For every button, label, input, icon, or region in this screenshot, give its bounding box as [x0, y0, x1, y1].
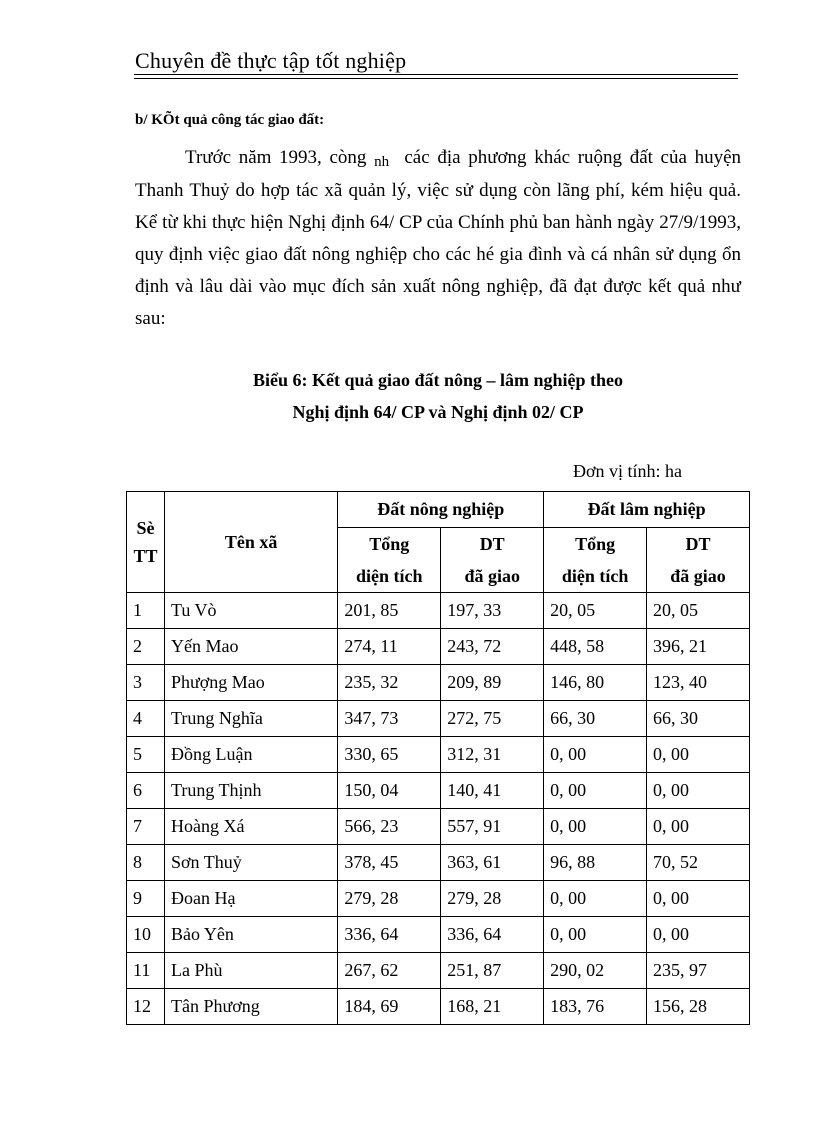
land-allocation-table: [126, 491, 750, 1025]
row-agri-allocated: 272, 75: [441, 701, 544, 737]
row-forest-total: 96, 88: [544, 845, 647, 881]
row-forest-allocated: 70, 52: [647, 845, 750, 881]
row-commune: La Phù: [165, 953, 338, 989]
row-commune: Hoàng Xá: [165, 809, 338, 845]
table-row: [127, 593, 750, 629]
table-row: [127, 665, 750, 701]
table-row: [127, 809, 750, 845]
row-agri-total: 235, 32: [338, 665, 441, 701]
sub-header-total-forest: Tổng: [544, 528, 647, 561]
row-agri-allocated: 312, 31: [441, 737, 544, 773]
row-commune: Trung Nghĩa: [165, 701, 338, 737]
sub-header-allocated-agri: đã giao: [441, 560, 544, 593]
section-heading: b/ KÕt quả công tác giao đất:: [135, 112, 325, 128]
sub-header-area-forest: diện tích: [544, 560, 647, 593]
row-agri-total: 184, 69: [338, 989, 441, 1025]
row-stt: 9: [127, 881, 165, 917]
row-stt: 11: [127, 953, 165, 989]
unit-label: Đơn vị tính: ha: [573, 461, 683, 481]
row-forest-total: 0, 00: [544, 773, 647, 809]
table-row: [127, 917, 750, 953]
row-stt: 6: [127, 773, 165, 809]
row-agri-allocated: 140, 41: [441, 773, 544, 809]
header-rule: [134, 74, 738, 75]
row-stt: 2: [127, 629, 165, 665]
row-agri-allocated: 251, 87: [441, 953, 544, 989]
row-commune: Đoan Hạ: [165, 881, 338, 917]
row-agri-total: 347, 73: [338, 701, 441, 737]
row-agri-total: 378, 45: [338, 845, 441, 881]
row-forest-allocated: 0, 00: [647, 917, 750, 953]
name-header: Tên xã: [165, 492, 338, 593]
row-agri-total: 336, 64: [338, 917, 441, 953]
row-agri-allocated: 363, 61: [441, 845, 544, 881]
row-commune: Tu Vò: [165, 593, 338, 629]
row-agri-allocated: 557, 91: [441, 809, 544, 845]
row-forest-allocated: 0, 00: [647, 737, 750, 773]
row-forest-total: 0, 00: [544, 917, 647, 953]
table-caption-line1: Biểu 6: Kết quả giao đất nông – lâm nghiệp theo: [252, 370, 624, 390]
page-header: Chuyên đề thực tập tốt nghiệp: [135, 48, 407, 73]
row-stt: 7: [127, 809, 165, 845]
header-rule-thin: [134, 78, 738, 79]
row-stt: 12: [127, 989, 165, 1025]
row-forest-total: 290, 02: [544, 953, 647, 989]
row-commune: Trung Thịnh: [165, 773, 338, 809]
row-forest-allocated: 235, 97: [647, 953, 750, 989]
row-agri-total: 330, 65: [338, 737, 441, 773]
paragraph-text-2: các địa phương khác ruộng đất của huyện Thanh Thuỷ do hợp tác xã quản lý, việc sử dụng còn lãng phí, kém hiệu quả. Kể từ khi thực hiện Nghị định 64/ CP của Chính phủ ban hành ngày 27/9/1993, quy định việc giao đất nông nghiệp cho các hé gia đình và cá nhân sử dụng ổn định và lâu dài vào mục đích sản xuất nông nghiệp, đã đạt được kết quả như sau:: [135, 147, 742, 329]
row-commune: Sơn Thuỷ: [165, 845, 338, 881]
row-agri-total: 267, 62: [338, 953, 441, 989]
row-forest-allocated: 123, 40: [647, 665, 750, 701]
row-commune: Tân Phương: [165, 989, 338, 1025]
row-forest-allocated: 396, 21: [647, 629, 750, 665]
row-forest-allocated: 0, 00: [647, 881, 750, 917]
row-forest-total: 0, 00: [544, 881, 647, 917]
row-agri-allocated: 336, 64: [441, 917, 544, 953]
stt-header: Sè TT: [127, 492, 165, 593]
row-forest-total: 20, 05: [544, 593, 647, 629]
row-commune: Yến Mao: [165, 629, 338, 665]
row-agri-total: 279, 28: [338, 881, 441, 917]
table-caption-line2: Nghị định 64/ CP và Nghị định 02/ CP: [292, 402, 584, 422]
sub-header-area-agri: diện tích: [338, 560, 441, 593]
group-header-forest: Đất lâm nghiệp: [544, 492, 750, 528]
row-agri-allocated: 209, 89: [441, 665, 544, 701]
sub-header-dt-agri: DT: [441, 528, 544, 561]
row-forest-allocated: 0, 00: [647, 809, 750, 845]
row-forest-total: 66, 30: [544, 701, 647, 737]
sub-header-allocated-forest: đã giao: [647, 560, 750, 593]
group-header-agri: Đất nông nghiệp: [338, 492, 544, 528]
row-forest-total: 448, 58: [544, 629, 647, 665]
row-forest-allocated: 0, 00: [647, 773, 750, 809]
row-agri-total: 150, 04: [338, 773, 441, 809]
row-agri-allocated: 197, 33: [441, 593, 544, 629]
row-forest-total: 146, 80: [544, 665, 647, 701]
sub-header-total-agri: Tổng: [338, 528, 441, 561]
row-stt: 10: [127, 917, 165, 953]
table-row: [127, 701, 750, 737]
table-row: [127, 737, 750, 773]
row-stt: 5: [127, 737, 165, 773]
table-row: [127, 629, 750, 665]
row-forest-allocated: 156, 28: [647, 989, 750, 1025]
row-agri-allocated: 243, 72: [441, 629, 544, 665]
sub-header-dt-forest: DT: [647, 528, 750, 561]
row-forest-total: 183, 76: [544, 989, 647, 1025]
row-agri-total: 201, 85: [338, 593, 441, 629]
row-stt: 8: [127, 845, 165, 881]
row-agri-total: 566, 23: [338, 809, 441, 845]
row-agri-total: 274, 11: [338, 629, 441, 665]
row-commune: Đồng Luận: [165, 737, 338, 773]
row-forest-total: 0, 00: [544, 737, 647, 773]
row-stt: 1: [127, 593, 165, 629]
row-commune: Phượng Mao: [165, 665, 338, 701]
table-row: [127, 953, 750, 989]
table-row: [127, 773, 750, 809]
body-paragraph: [135, 142, 741, 335]
paragraph-nh: nh: [374, 154, 390, 170]
row-agri-allocated: 279, 28: [441, 881, 544, 917]
row-forest-total: 0, 00: [544, 809, 647, 845]
table-row: [127, 989, 750, 1025]
paragraph-text-1: Trước năm 1993, còng: [185, 147, 367, 168]
row-stt: 4: [127, 701, 165, 737]
row-commune: Bảo Yên: [165, 917, 338, 953]
row-stt: 3: [127, 665, 165, 701]
row-forest-allocated: 20, 05: [647, 593, 750, 629]
row-agri-allocated: 168, 21: [441, 989, 544, 1025]
table-row: [127, 845, 750, 881]
table-row: [127, 881, 750, 917]
row-forest-allocated: 66, 30: [647, 701, 750, 737]
